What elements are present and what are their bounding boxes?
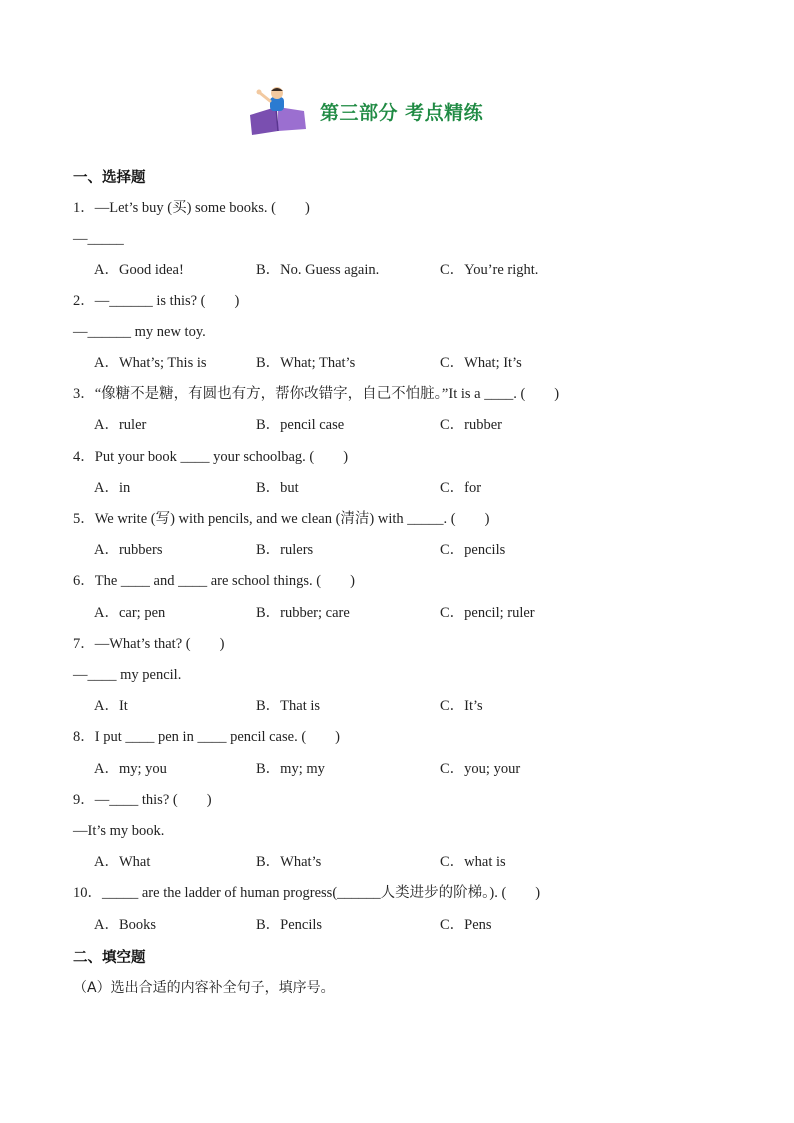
section-title-fill: 二、填空题	[73, 950, 146, 966]
question-dialogue-line: —It’s my book.	[73, 823, 165, 839]
option-b[interactable]: B．Pencils	[256, 917, 323, 933]
option-a[interactable]: A．Good idea!	[94, 262, 184, 278]
option-row	[94, 261, 734, 279]
option-row	[94, 416, 734, 434]
question-stem: 9．—____ this? ( )	[73, 792, 212, 808]
option-c[interactable]: C．What; It’s	[440, 355, 522, 371]
question-stem: 4．Put your book ____ your schoolbag. ( )	[73, 449, 349, 465]
option-a[interactable]: A．my; you	[94, 761, 167, 777]
question-stem: 7．—What’s that? ( )	[73, 636, 225, 652]
question-dialogue-line: —____ my pencil.	[73, 667, 182, 683]
option-c[interactable]: C．pencils	[440, 542, 506, 558]
question-stem: 3．“像糖不是糖，有圆也有方，帮你改错字，自己不怕脏。”It is a ____. ( )	[73, 386, 560, 402]
option-b[interactable]: B．That is	[256, 698, 321, 714]
option-c[interactable]: C．You’re right.	[440, 262, 539, 278]
reading-boy-icon	[246, 85, 310, 137]
option-a[interactable]: A．rubbers	[94, 542, 163, 558]
option-b[interactable]: B．my; my	[256, 761, 325, 777]
question-stem: 10．_____ are the ladder of human progress(______人类进步的阶梯。). ( )	[73, 885, 541, 901]
question-stem: 8．I put ____ pen in ____ pencil case. ( )	[73, 729, 340, 745]
section-subtitle: （A）选出合适的内容补全句子，填序号。	[73, 980, 335, 996]
option-row	[94, 354, 734, 372]
question-stem: 2．—______ is this? ( )	[73, 293, 240, 309]
option-c[interactable]: C．for	[440, 480, 482, 496]
option-row	[94, 853, 734, 871]
option-a[interactable]: A．ruler	[94, 417, 147, 433]
option-a[interactable]: A．Books	[94, 917, 157, 933]
option-c[interactable]: C．It’s	[440, 698, 483, 714]
option-c[interactable]: C．you; your	[440, 761, 521, 777]
option-a[interactable]: A．What	[94, 854, 151, 870]
question-dialogue-line: —______ my new toy.	[73, 324, 206, 340]
option-row	[94, 541, 734, 559]
option-b[interactable]: B．What; That’s	[256, 355, 356, 371]
option-c[interactable]: C．pencil; ruler	[440, 605, 535, 621]
option-c[interactable]: C．rubber	[440, 417, 503, 433]
option-row	[94, 916, 734, 934]
option-b[interactable]: B．but	[256, 480, 299, 496]
option-row	[94, 479, 734, 497]
question-stem: 6．The ____ and ____ are school things. ( )	[73, 573, 355, 589]
option-a[interactable]: A．It	[94, 698, 128, 714]
option-b[interactable]: B．What’s	[256, 854, 322, 870]
option-row	[94, 697, 734, 715]
option-row	[94, 604, 734, 622]
option-b[interactable]: B．No. Guess again.	[256, 262, 380, 278]
option-b[interactable]: B．rulers	[256, 542, 314, 558]
option-c[interactable]: C．what is	[440, 854, 506, 870]
option-a[interactable]: A．in	[94, 480, 131, 496]
question-dialogue-line: —_____	[73, 231, 124, 247]
question-stem: 5．We write (写) with pencils, and we clean (清洁) with _____. ( )	[73, 511, 490, 527]
section-title-choice: 一、选择题	[73, 170, 146, 186]
option-row	[94, 760, 734, 778]
question-stem: 1．—Let’s buy (买) some books. ( )	[73, 200, 310, 216]
option-b[interactable]: B．rubber; care	[256, 605, 350, 621]
option-a[interactable]: A．What’s; This is	[94, 355, 207, 371]
option-c[interactable]: C．Pens	[440, 917, 492, 933]
option-b[interactable]: B．pencil case	[256, 417, 345, 433]
page-title: 第三部分 考点精练	[320, 101, 484, 124]
option-a[interactable]: A．car; pen	[94, 605, 166, 621]
page-header	[246, 86, 483, 136]
